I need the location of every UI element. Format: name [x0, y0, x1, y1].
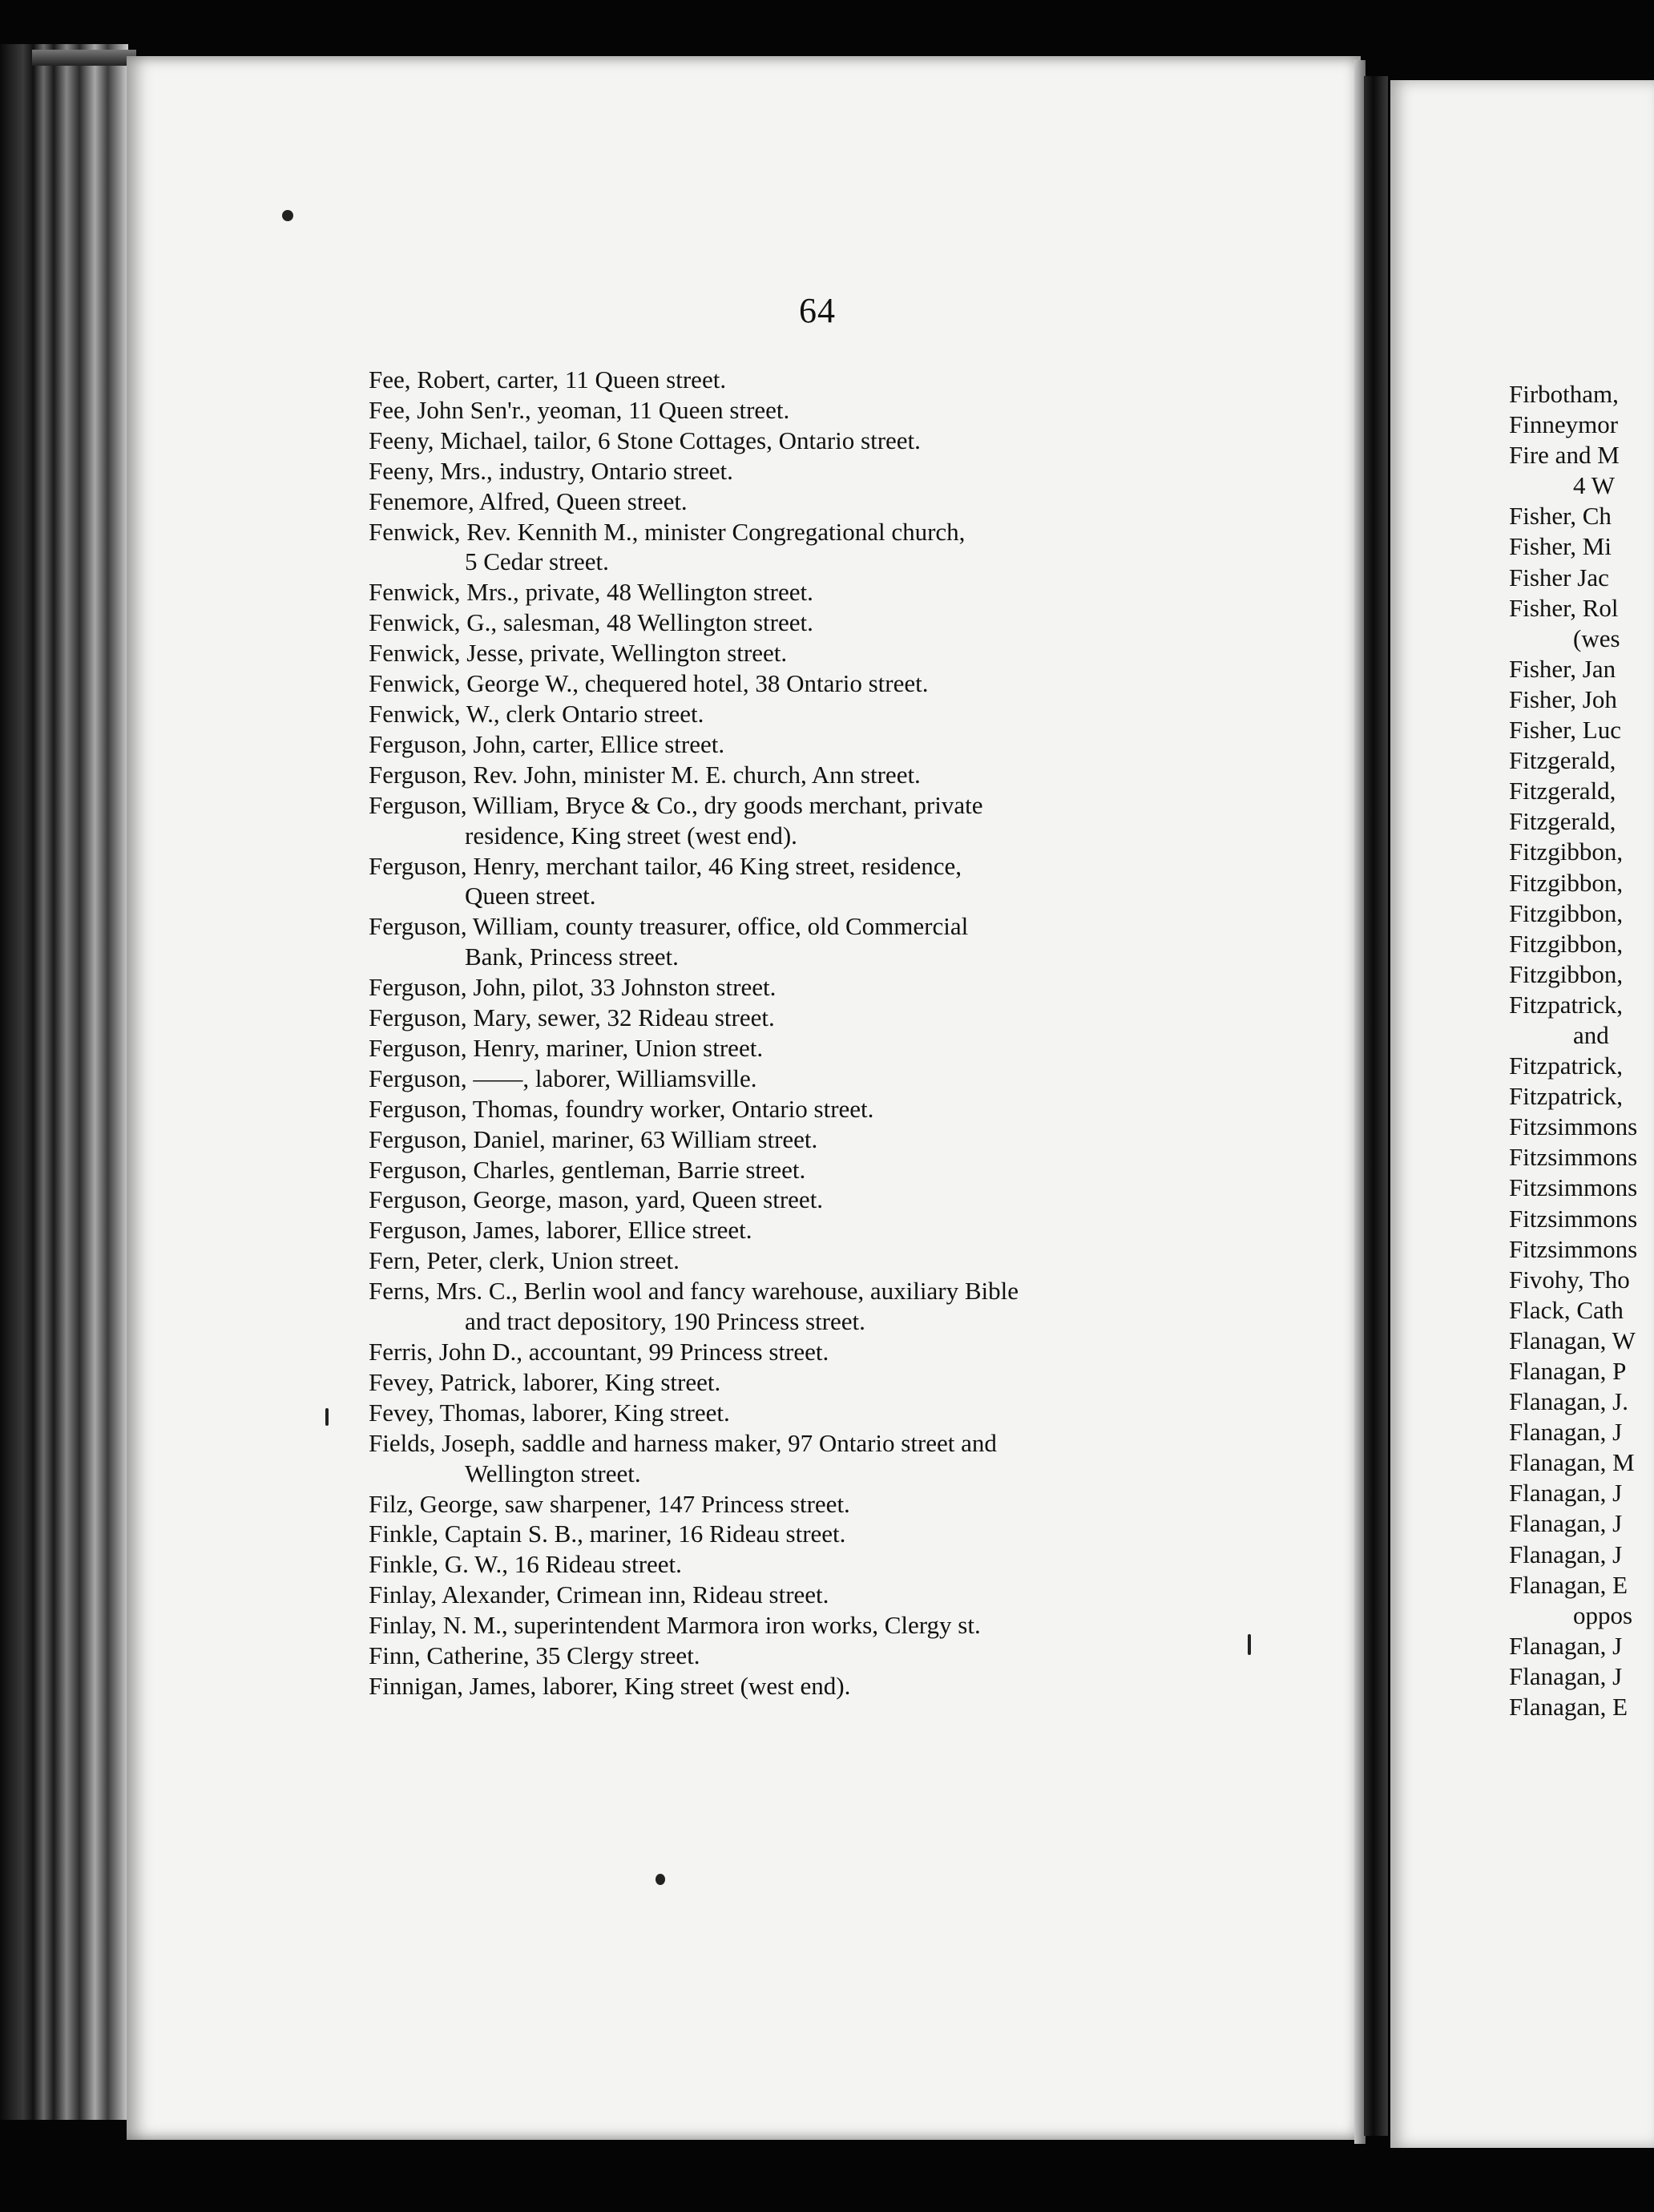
entry-line: Ferguson, Thomas, foundry worker, Ontario street.: [369, 1094, 874, 1123]
directory-entry: [369, 1610, 1250, 1641]
facing-page-entry: Fitzgerald,: [1509, 807, 1616, 836]
entry-continuation: Bank, Princess street.: [465, 943, 679, 971]
facing-page-entry: Flanagan, J: [1509, 1479, 1623, 1508]
ink-speck: [325, 1408, 329, 1426]
page-number: 64: [799, 291, 836, 330]
directory-entry: [369, 1489, 1250, 1520]
directory-entries: [369, 365, 1250, 1701]
entry-line: Finlay, N. M., superintendent Marmora iron works, Clergy st.: [369, 1611, 981, 1640]
facing-page-entry: Fitzgerald,: [1509, 746, 1616, 775]
entry-line: Ferguson, James, laborer, Ellice street.: [369, 1216, 752, 1245]
directory-entry: [369, 668, 1250, 699]
facing-page-entry: and: [1573, 1020, 1609, 1049]
entry-line: Ferguson, John, carter, Ellice street.: [369, 729, 725, 758]
facing-page-entry: Fisher, Joh: [1509, 684, 1617, 713]
directory-entry: [369, 1641, 1250, 1671]
directory-entry: [369, 1671, 1250, 1701]
facing-page-entry: Fitzgibbon,: [1509, 929, 1624, 958]
entry-line: Fenwick, Rev. Kennith M., minister Congregational church,: [369, 517, 966, 546]
entry-line: Fern, Peter, clerk, Union street.: [369, 1246, 680, 1275]
directory-entry: [369, 1094, 1250, 1124]
facing-page-entry: Flanagan, J.: [1509, 1387, 1628, 1416]
entry-line: Ferguson, William, county treasurer, office, old Commercial: [369, 912, 969, 941]
entry-line: Ferguson, ——, laborer, Williamsville.: [369, 1064, 757, 1092]
directory-entry: [369, 1033, 1250, 1064]
facing-page-entry: Fisher Jac: [1509, 563, 1609, 591]
entry-line: Fenwick, Jesse, private, Wellington street.: [369, 639, 788, 668]
entry-line: Ferguson, Daniel, mariner, 63 William street.: [369, 1124, 818, 1153]
ink-speck: [282, 210, 293, 221]
directory-entry: [369, 1580, 1250, 1610]
entry-line: Fevey, Patrick, laborer, King street.: [369, 1367, 721, 1396]
entry-continuation: residence, King street (west end).: [465, 821, 797, 850]
facing-page-entry: Fisher, Luc: [1509, 716, 1621, 745]
facing-page-entry: Fisher, Jan: [1509, 654, 1616, 683]
facing-page-entry: Fitzsimmons: [1509, 1143, 1638, 1172]
facing-page-entry: Fitzgibbon,: [1509, 898, 1624, 927]
entry-line: Fevey, Thomas, laborer, King street.: [369, 1398, 730, 1427]
entry-line: Ferris, John D., accountant, 99 Princess street.: [369, 1338, 829, 1366]
facing-page-entry: Flanagan, J: [1509, 1661, 1623, 1690]
facing-page-entry: Flanagan, P: [1509, 1357, 1627, 1385]
ink-speck: [1248, 1634, 1251, 1655]
facing-page-entry: Fitzsimmons: [1509, 1173, 1638, 1202]
directory-entry: [369, 1337, 1250, 1367]
directory-entry: [369, 911, 1250, 972]
directory-entry: [369, 1367, 1250, 1398]
entry-line: Fenwick, W., clerk Ontario street.: [369, 699, 704, 728]
facing-page-entry: Fitzsimmons: [1509, 1204, 1638, 1233]
facing-page-entry: Flanagan, W: [1509, 1326, 1636, 1354]
facing-page-entry: Fisher, Mi: [1509, 532, 1612, 561]
directory-entry: [369, 729, 1250, 760]
facing-page-entries: [1509, 379, 1654, 1722]
entry-continuation: 5 Cedar street.: [465, 547, 609, 576]
entry-line: Ferns, Mrs. C., Berlin wool and fancy warehouse, auxiliary Bible: [369, 1277, 1019, 1306]
facing-page-entry: Flanagan, J: [1509, 1631, 1623, 1660]
entry-line: Ferguson, Mary, sewer, 32 Rideau street.: [369, 1003, 775, 1032]
entry-line: Ferguson, George, mason, yard, Queen street.: [369, 1185, 824, 1214]
entry-line: Feeny, Mrs., industry, Ontario street.: [369, 456, 733, 485]
directory-entry: [369, 638, 1250, 668]
facing-page-entry: (wes: [1573, 624, 1620, 652]
facing-page-entry: Fitzsimmons: [1509, 1234, 1638, 1263]
entry-line: Fields, Joseph, saddle and harness maker, 97 Ontario street and: [369, 1428, 997, 1457]
facing-page-entry: Fivohy, Tho: [1509, 1265, 1630, 1294]
facing-page-clip: [1390, 80, 1654, 2148]
facing-page-entry: Firbotham,: [1509, 380, 1619, 408]
facing-page-entry: Fitzsimmons: [1509, 1112, 1638, 1141]
entry-line: Feeny, Michael, tailor, 6 Stone Cottages, Ontario street.: [369, 426, 921, 454]
facing-page-entry: Fitzgibbon,: [1509, 959, 1624, 988]
entry-line: Fenemore, Alfred, Queen street.: [369, 486, 688, 515]
directory-entry: [369, 1428, 1250, 1489]
directory-entry: [369, 1124, 1250, 1155]
entry-continuation: Queen street.: [465, 882, 596, 910]
entry-continuation: and tract depository, 190 Princess street.: [465, 1307, 865, 1336]
entry-line: Finkle, Captain S. B., mariner, 16 Rideau street.: [369, 1520, 846, 1548]
entry-line: Ferguson, Henry, merchant tailor, 46 King street, residence,: [369, 851, 962, 880]
entry-line: Finnigan, James, laborer, King street (west end).: [369, 1671, 851, 1700]
facing-page-entry: Flanagan, M: [1509, 1448, 1635, 1477]
directory-entry: [369, 851, 1250, 912]
facing-page-entry: Flanagan, J: [1509, 1509, 1623, 1538]
directory-entry: [369, 365, 1250, 395]
entry-line: Fee, John Sen'r., yeoman, 11 Queen street.: [369, 395, 790, 424]
directory-entry: [369, 1215, 1250, 1245]
ink-speck: [656, 1874, 665, 1885]
facing-page-entry: Flack, Cath: [1509, 1295, 1624, 1324]
facing-page-entry: Flanagan, J: [1509, 1540, 1623, 1568]
facing-page-entry: Flanagan, E: [1509, 1570, 1628, 1599]
facing-page-entry: Fisher, Ch: [1509, 502, 1612, 531]
facing-page-entry: 4 W: [1573, 471, 1615, 500]
directory-entry: [369, 517, 1250, 578]
directory-entry: [369, 972, 1250, 1003]
facing-page-entry: Fitzpatrick,: [1509, 990, 1624, 1019]
entry-line: Filz, George, saw sharpener, 147 Princess street.: [369, 1489, 850, 1518]
entry-line: Ferguson, John, pilot, 33 Johnston street.: [369, 973, 777, 1002]
entry-line: Fee, Robert, carter, 11 Queen street.: [369, 365, 727, 394]
directory-entry: [369, 1155, 1250, 1185]
entry-continuation: Wellington street.: [465, 1459, 641, 1487]
directory-entry: [369, 1549, 1250, 1580]
directory-entry: [369, 1245, 1250, 1276]
entry-line: Ferguson, Henry, mariner, Union street.: [369, 1033, 764, 1062]
facing-page-entry: Fisher, Rol: [1509, 593, 1619, 622]
facing-page-entry: Fitzgerald,: [1509, 777, 1616, 805]
facing-page-entry: Fitzgibbon,: [1509, 868, 1624, 897]
facing-page-entry: Flanagan, E: [1509, 1693, 1628, 1722]
directory-entry: [369, 1003, 1250, 1033]
directory-entry: [369, 699, 1250, 729]
entry-line: Fenwick, George W., chequered hotel, 38 Ontario street.: [369, 669, 929, 698]
facing-page-entry: Fitzgibbon,: [1509, 838, 1624, 866]
directory-entry: [369, 607, 1250, 638]
facing-page-entry: Fitzpatrick,: [1509, 1082, 1624, 1111]
page-stack-edge: [0, 44, 128, 2120]
directory-entry: [369, 395, 1250, 426]
entry-line: Finn, Catherine, 35 Clergy street.: [369, 1641, 700, 1670]
directory-entry: [369, 1185, 1250, 1215]
entry-line: Finlay, Alexander, Crimean inn, Rideau street.: [369, 1580, 829, 1609]
directory-entry: [369, 486, 1250, 517]
page-stack-top: [32, 50, 136, 66]
facing-page-entry: oppos: [1573, 1600, 1633, 1629]
facing-page-entry: Fire and M: [1509, 441, 1620, 470]
directory-entry: [369, 1276, 1250, 1337]
directory-entry: [369, 1519, 1250, 1549]
entry-line: Ferguson, William, Bryce & Co., dry goods merchant, private: [369, 790, 983, 819]
directory-entry: [369, 1398, 1250, 1428]
entry-line: Fenwick, G., salesman, 48 Wellington street.: [369, 608, 813, 637]
entry-line: Fenwick, Mrs., private, 48 Wellington street.: [369, 578, 813, 607]
facing-page-entry: Flanagan, J: [1509, 1418, 1623, 1447]
directory-entry: [369, 426, 1250, 456]
entry-line: Ferguson, Charles, gentleman, Barrie street.: [369, 1155, 806, 1184]
directory-entry: [369, 1064, 1250, 1094]
directory-entry: [369, 760, 1250, 790]
directory-entry: [369, 456, 1250, 486]
facing-page-entry: Fitzpatrick,: [1509, 1052, 1624, 1080]
entry-line: Ferguson, Rev. John, minister M. E. church, Ann street.: [369, 760, 921, 789]
directory-entry: [369, 790, 1250, 851]
book-gutter: [1364, 76, 1388, 2136]
entry-line: Finkle, G. W., 16 Rideau street.: [369, 1550, 682, 1579]
directory-entry: [369, 577, 1250, 607]
facing-page-entry: Finneymor: [1509, 410, 1619, 439]
